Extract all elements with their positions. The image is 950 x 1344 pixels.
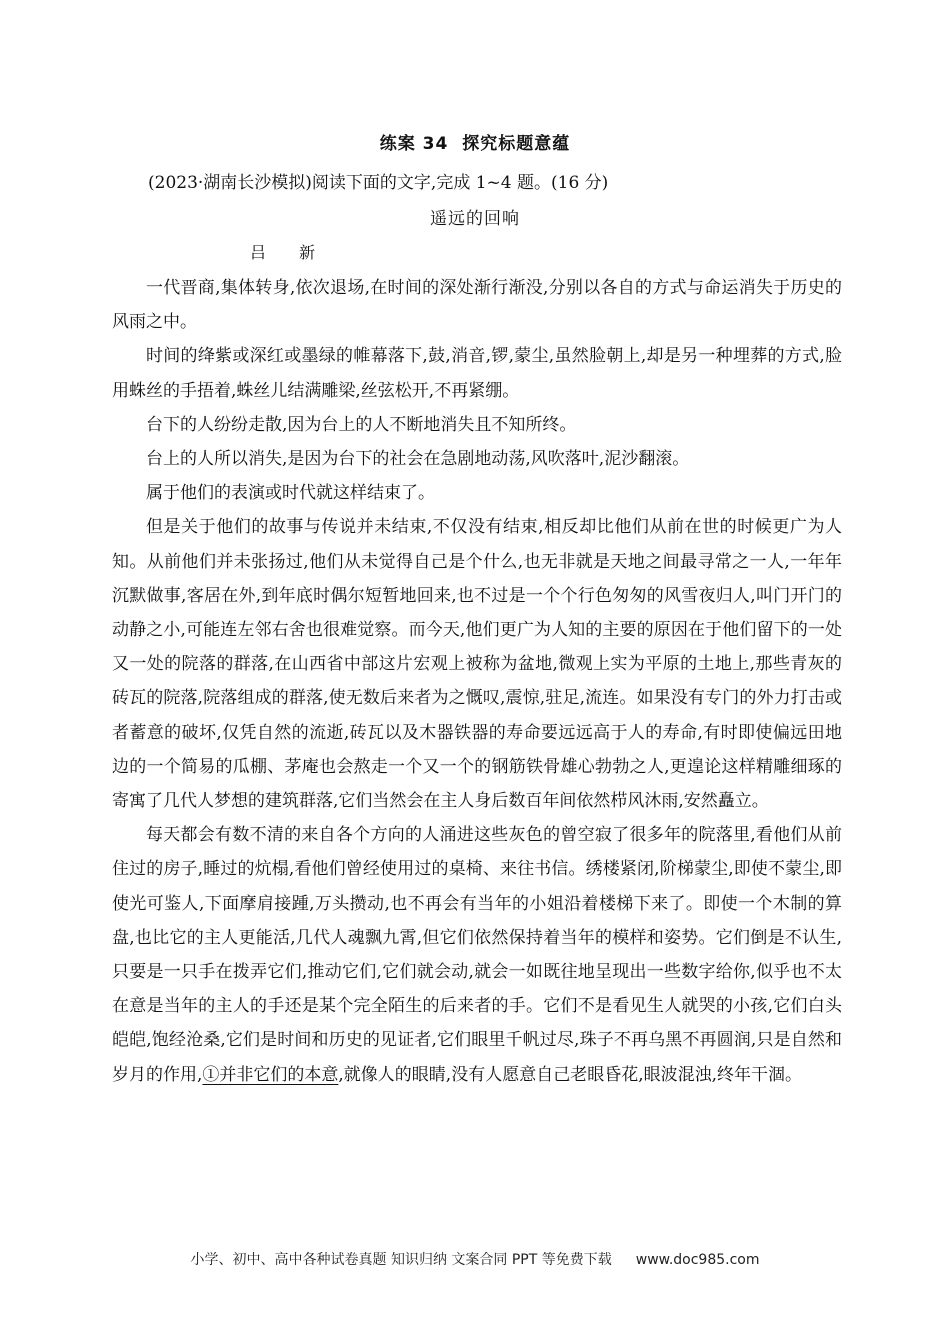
article-title: 遥远的回响 — [430, 209, 520, 229]
lesson-heading — [0, 129, 950, 154]
footer-url[interactable]: www.doc985.com — [635, 1252, 760, 1268]
question-source: (2023·湖南长沙模拟)阅读下面的文字,完成 1~4 题。(16 分) — [148, 173, 609, 193]
page-footer — [0, 1249, 950, 1269]
lesson-topic: 探究标题意蕴 — [462, 134, 571, 154]
lesson-number: 练案 34 — [379, 134, 449, 154]
paragraph-3: 台下的人纷纷走散,因为台上的人不断地消失且不知所终。 — [146, 414, 577, 435]
paragraph-7-tail: ,就像人的眼睛,没有人愿意自己老眼昏花,眼波混浊,终年干涸。 — [338, 1064, 803, 1085]
paragraph-1: 一代晋商,集体转身,依次退场,在时间的深处渐行渐没,分别以各自的方式与命运消失于历史的风雨之中。 — [112, 278, 842, 333]
article-body — [112, 271, 842, 1092]
paragraph-6: 但是关于他们的故事与传说并未结束,不仅没有结束,相反却比他们从前在世的时候更广为人知。从前他们并未张扬过,他们从未觉得自己是个什么,也无非就是天地之间最寻常之一人,一年年沉默做事,客居在外,到年底时偶尔短暂地回来,也不过是一个个行色匆匆的风雪夜归人,叫门开门的动静之小,可能连左邻右舍也很难觉察。而今天,他们更广为人知的主要的原因在于他们留下的一处又一处的院落的群落,在山西省中部这片宏观上被称为盆地,微观上实为平原的土地上,那些青灰的砖瓦的院落,院落组成的群落,使无数后来者为之慨叹,震惊,驻足,流连。如果没有专门的外力打击或者蓄意的破坏,仅凭自然的流逝,砖瓦以及木器铁器的寿命要远远高于人的寿命,有时即使偏远田地边的一个简易的瓜棚、茅庵也会熬走一个又一个的钢筋铁骨雄心勃勃之人,更遑论这样精雕细琢的寄寓了几代人梦想的建筑群落,它们当然会在主人身后数百年间依然栉风沐雨,安然矗立。 — [112, 517, 842, 812]
footer-text: 小学、初中、高中各种试卷真题 知识归纳 文案合同 PPT 等免费下载 — [190, 1252, 612, 1268]
article-author: 吕 新 — [250, 243, 330, 262]
paragraph-5: 属于他们的表演或时代就这样结束了。 — [146, 483, 435, 504]
underlined-phrase-1: ①并非它们的本意 — [202, 1064, 339, 1085]
paragraph-4: 台上的人所以消失,是因为台下的社会在急剧地动荡,风吹落叶,泥沙翻滚。 — [146, 449, 690, 470]
paragraph-7-main: 每天都会有数不清的来自各个方向的人涌进这些灰色的曾空寂了很多年的院落里,看他们从前住过的房子,睡过的炕榻,看他们曾经使用过的桌椅、来往书信。绣楼紧闭,阶梯蒙尘,即使不蒙尘,即使光可鉴人,下面摩肩接踵,万头攒动,也不再会有当年的小姐沿着楼梯下来了。即使一个木制的算盘,也比它的主人更能活,几代人魂飘九霄,但它们依然保持着当年的模样和姿势。它们倒是不认生,只要是一只手在拨弄它们,推动它们,它们就会动,就会一如既往地呈现出一些数字给你,似乎也不太在意是当年的主人的手还是某个完全陌生的后来者的手。它们不是看见生人就哭的小孩,它们白头皑皑,饱经沧桑,它们是时间和历史的见证者,它们眼里千帆过尽,珠子不再乌黑不再圆润,只是自然和岁月的作用, — [112, 825, 842, 1085]
paragraph-7 — [112, 818, 842, 1092]
paragraph-2: 时间的绛紫或深红或墨绿的帷幕落下,鼓,消音,锣,蒙尘,虽然脸朝上,却是另一种埋葬的方式,脸用蛛丝的手捂着,蛛丝儿结满雕梁,丝弦松开,不再紧绷。 — [112, 346, 842, 401]
